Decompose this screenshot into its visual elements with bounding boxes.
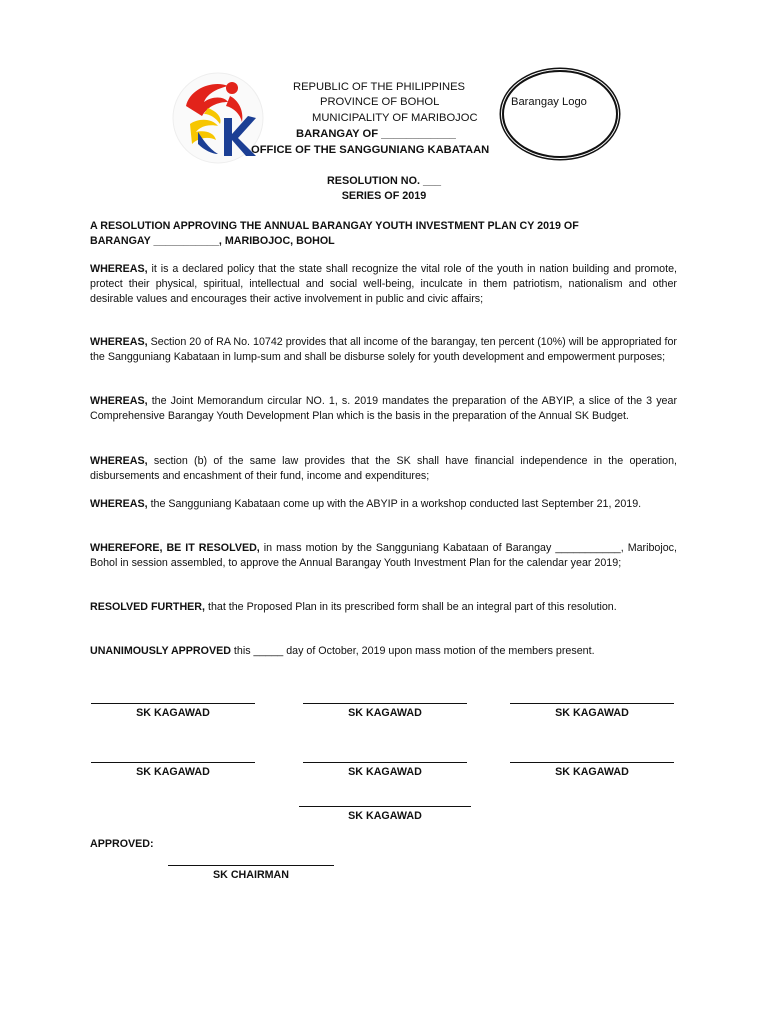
header-republic: REPUBLIC OF THE PHILIPPINES xyxy=(293,81,466,93)
whereas-paragraph-4 xyxy=(90,454,677,484)
signature-block-chairman xyxy=(160,854,342,881)
whereas-paragraph-1 xyxy=(90,262,677,308)
paragraph-text: Section 20 of RA No. 10742 provides that all income of the barangay, ten percent (10%) will be appropriated for the Sangguniang Kabataan in lump-sum and shall be disburse solely for youth development and empowerment purposes; xyxy=(90,336,677,364)
signature-block-kagawad xyxy=(502,751,682,778)
header-office: OFFICE OF THE SANGGUNIANG KABATAAN xyxy=(251,144,490,156)
paragraph-lead: WHEREAS, xyxy=(90,455,148,467)
approved-label: APPROVED: xyxy=(90,838,154,850)
signature-label: SK KAGAWAD xyxy=(348,707,422,719)
barangay-logo-label: Barangay Logo xyxy=(511,96,587,108)
signature-block-kagawad xyxy=(83,692,263,719)
signature-line xyxy=(91,751,255,763)
signature-label: SK KAGAWAD xyxy=(136,707,210,719)
signature-line xyxy=(91,692,255,704)
barangay-logo-placeholder xyxy=(502,70,618,158)
signature-block-kagawad xyxy=(502,692,682,719)
paragraph-text: this _____ day of October, 2019 upon mass motion of the members present. xyxy=(230,645,595,657)
paragraph-lead: WHEREAS, xyxy=(90,263,148,275)
whereas-paragraph-2 xyxy=(90,335,677,365)
paragraph-text: that the Proposed Plan in its prescribed form shall be an integral part of this resolution. xyxy=(205,601,617,613)
paragraph-text: the Joint Memorandum circular NO. 1, s. 2019 mandates the preparation of the ABYIP, a slice of the 3 year Comprehensive Barangay Youth Development Plan which is the basis in the preparation of the Annual SK Budget. xyxy=(90,395,677,423)
resolution-title xyxy=(90,219,677,249)
signature-block-kagawad xyxy=(295,751,475,778)
paragraph-lead: WHEREFORE, BE IT RESOLVED, xyxy=(90,542,260,554)
signature-line xyxy=(510,751,674,763)
signature-line xyxy=(303,692,467,704)
paragraph-lead: WHEREAS, xyxy=(90,498,148,510)
resolution-series: SERIES OF 2019 xyxy=(341,190,427,202)
signature-block-kagawad xyxy=(83,751,263,778)
paragraph-text: it is a declared policy that the state shall recognize the vital role of the youth in nation building and promote, protect their physical, spiritual, intellectual and social well-being, inculcate in them patriotism, nationalism and other desirable values and encourages their active involvement in public and civic affairs; xyxy=(90,263,677,306)
resolution-title-line1: A RESOLUTION APPROVING THE ANNUAL BARANGAY YOUTH INVESTMENT PLAN CY 2019 OF xyxy=(90,220,579,232)
signature-line xyxy=(168,854,334,866)
resolution-title-line2: BARANGAY ___________, MARIBOJOC, BOHOL xyxy=(90,235,335,248)
signature-label: SK KAGAWAD xyxy=(555,766,629,778)
paragraph-text: section (b) of the same law provides that the SK shall have financial independence in the operation, disbursements and encashment of their fund, income and expenditures; xyxy=(90,455,677,483)
header-municipality: MUNICIPALITY OF MARIBOJOC xyxy=(312,112,478,124)
whereas-paragraph-5 xyxy=(90,497,677,512)
header-barangay: BARANGAY OF ____________ xyxy=(296,128,456,140)
paragraph-lead: WHEREAS, xyxy=(90,336,148,348)
signature-line xyxy=(299,795,471,807)
paragraph-lead: WHEREAS, xyxy=(90,395,148,407)
paragraph-text: in mass motion by the Sangguniang Kabataan of Barangay ___________, Maribojoc, Bohol in session assembled, to approve the Annual Barangay Youth Investment Plan for the calendar year 2019; xyxy=(90,542,677,570)
signature-label: SK CHAIRMAN xyxy=(213,869,289,881)
signature-line xyxy=(510,692,674,704)
resolution-number: RESOLUTION NO. ___ xyxy=(327,175,441,187)
signature-block-kagawad xyxy=(295,692,475,719)
paragraph-text: the Sangguniang Kabataan come up with the ABYIP in a workshop conducted last September 21, 2019. xyxy=(147,498,642,510)
signature-label: SK KAGAWAD xyxy=(348,766,422,778)
signature-line xyxy=(303,751,467,763)
paragraph-lead: RESOLVED FURTHER, xyxy=(90,601,205,613)
signature-label: SK KAGAWAD xyxy=(555,707,629,719)
resolved-further-paragraph xyxy=(90,600,677,615)
signature-block-kagawad xyxy=(291,795,479,822)
unanimously-approved-paragraph xyxy=(90,644,677,659)
wherefore-paragraph xyxy=(90,541,677,571)
signature-label: SK KAGAWAD xyxy=(136,766,210,778)
signature-label: SK KAGAWAD xyxy=(348,810,422,822)
header-province: PROVINCE OF BOHOL xyxy=(320,96,440,108)
whereas-paragraph-3 xyxy=(90,394,677,424)
paragraph-lead: UNANIMOUSLY APPROVED xyxy=(90,645,231,657)
